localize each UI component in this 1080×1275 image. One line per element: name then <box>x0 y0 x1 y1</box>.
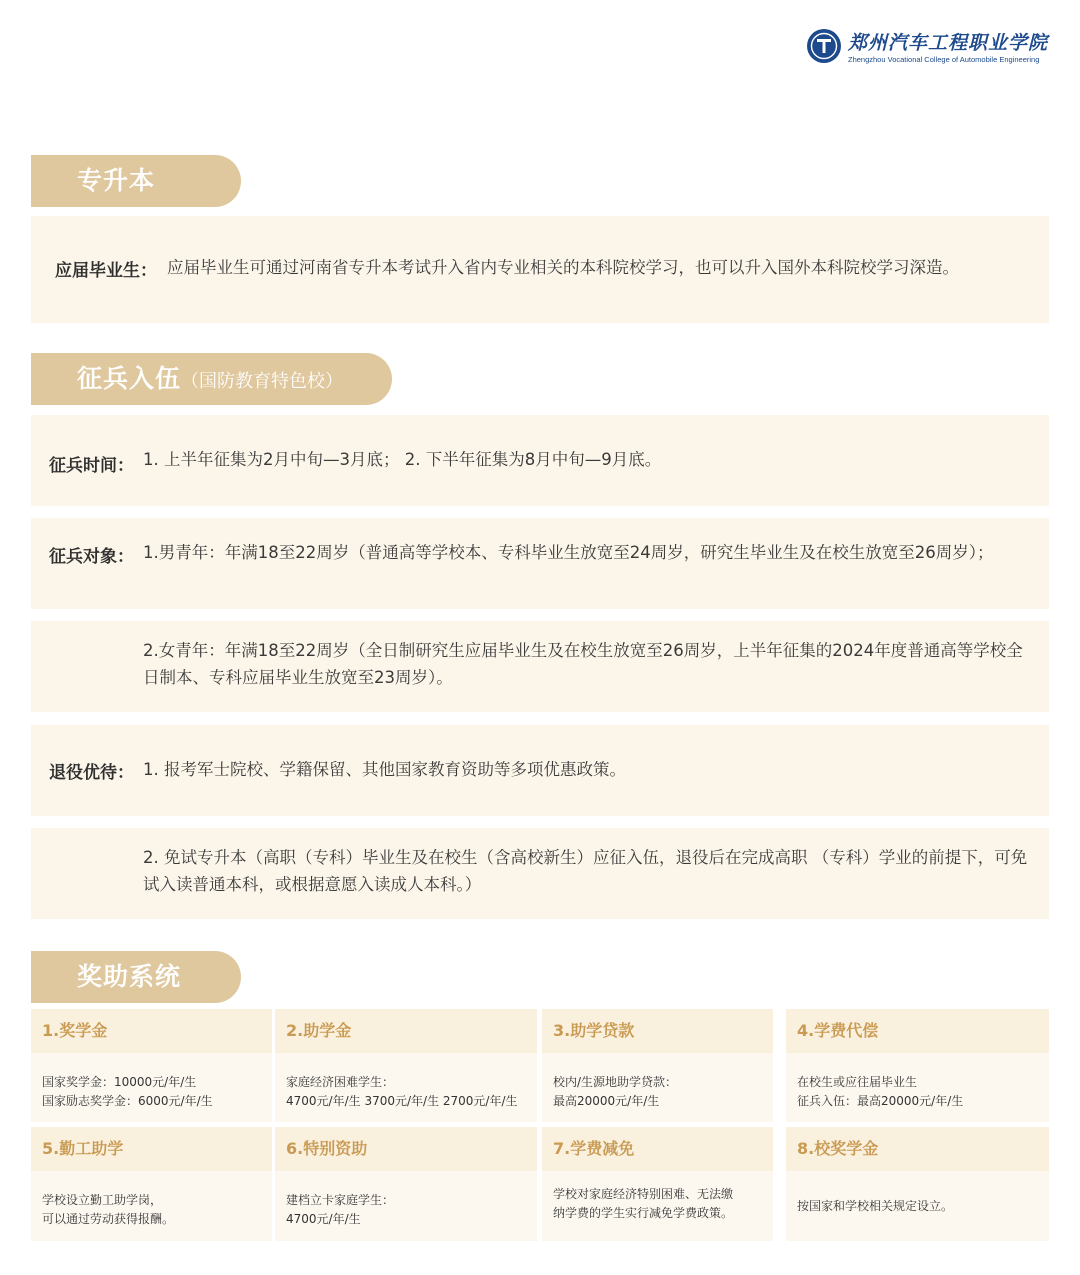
recruit-target-female: 2.女青年：年满18至22周岁（全日制研究生应届毕业生及在校生放宽至26周岁，上半年征集的2024年度普通高等学校全日制本、专科应届毕业生放宽至23周岁）。 <box>143 641 1023 687</box>
upgrade-panel <box>31 216 1049 323</box>
aid-card <box>31 1127 272 1241</box>
section-tab-military <box>31 353 392 405</box>
aid-card-title: 8.校奖学金 <box>786 1127 1049 1171</box>
aid-card-body <box>31 1171 272 1229</box>
recruit-target-label: 征兵对象： <box>49 547 134 567</box>
aid-card-line: 学校设立勤工助学岗， <box>42 1193 163 1207</box>
aid-card-title: 6.特别资助 <box>275 1127 537 1171</box>
aid-card-body <box>786 1053 1049 1111</box>
aid-card-line: 按国家和学校相关规定设立。 <box>797 1199 954 1213</box>
aid-card-line: 国家奖学金：10000元/年/生 <box>42 1075 197 1089</box>
aid-card-line: 最高20000元/年/生 <box>553 1094 660 1108</box>
aid-card-line: 可以通过劳动获得报酬。 <box>42 1212 175 1226</box>
aid-card-line: 在校生或应往届毕业生 <box>797 1075 918 1089</box>
section-title-military: 征兵入伍 <box>77 364 182 393</box>
recruit-time-label: 征兵时间： <box>49 456 134 476</box>
section-tab-upgrade <box>31 155 241 207</box>
college-logo <box>806 27 1056 69</box>
college-name-cn: 郑州汽车工程职业学院 <box>848 32 1049 54</box>
aid-card-line: 学校对家庭经济特别困难、无法缴 <box>553 1187 734 1201</box>
aid-card-body <box>275 1053 537 1111</box>
aid-card-title: 4.学费代偿 <box>786 1009 1049 1053</box>
recruit-time-text: 1. 上半年征集为2月中旬—3月底； 2. 下半年征集为8月中旬—9月底。 <box>143 450 662 469</box>
section-title-aid: 奖助系统 <box>77 962 182 991</box>
retire-benefit-2: 2. 免试专升本（高职（专科）毕业生及在校生（含高校新生）应征入伍，退役后在完成高职 （专科）学业的前提下，可免试入读普通本科，或根据意愿入读成人本科。） <box>143 848 1028 894</box>
aid-card <box>275 1009 537 1122</box>
retire-benefit-label: 退役优待： <box>49 763 134 783</box>
aid-card-line: 纳学费的学生实行减免学费政策。 <box>553 1206 734 1220</box>
recruit-time-panel <box>31 415 1049 506</box>
aid-card <box>542 1127 773 1241</box>
aid-card-body <box>275 1171 537 1229</box>
college-name-en: Zhengzhou Vocational College of Automobile Engineering <box>848 55 1040 64</box>
section-subtitle-military: （国防教育特色校） <box>181 371 344 392</box>
aid-card-title: 7.学费减免 <box>542 1127 773 1171</box>
aid-card-title: 1.奖学金 <box>31 1009 272 1053</box>
recruit-target-male: 1.男青年：年满18至22周岁（普通高等学校本、专科毕业生放宽至24周岁，研究生毕业生及在校生放宽至26周岁）； <box>143 543 994 562</box>
aid-card <box>31 1009 272 1122</box>
aid-card-title: 5.勤工助学 <box>31 1127 272 1171</box>
recruit-target-panel <box>31 518 1049 609</box>
aid-card-title: 2.助学金 <box>275 1009 537 1053</box>
graduates-label: 应届毕业生： <box>55 261 157 281</box>
aid-card-title: 3.助学贷款 <box>542 1009 773 1053</box>
retire-benefit-1: 1. 报考军士院校、学籍保留、其他国家教育资助等多项优惠政策。 <box>143 760 626 779</box>
aid-card-body <box>542 1053 773 1111</box>
aid-card-body <box>31 1053 272 1111</box>
aid-card <box>275 1127 537 1241</box>
retire-benefit-panel <box>31 725 1049 816</box>
aid-card-line: 校内/生源地助学贷款： <box>553 1075 678 1089</box>
section-title-upgrade: 专升本 <box>77 166 156 195</box>
aid-card-line: 4700元/年/生 3700元/年/生 2700元/年/生 <box>286 1094 518 1108</box>
aid-card-line: 国家励志奖学金：6000元/年/生 <box>42 1094 213 1108</box>
graduates-text: 应届毕业生可通过河南省专升本考试升入省内专业相关的本科院校学习，也可以升入国外本科院校学习深造。 <box>167 258 959 277</box>
aid-card-body <box>786 1171 1049 1216</box>
aid-card <box>786 1009 1049 1122</box>
recruit-target-female-panel <box>31 621 1049 712</box>
aid-card-body <box>542 1171 773 1223</box>
college-seal-icon <box>806 28 842 64</box>
retire-benefit-2-panel <box>31 828 1049 919</box>
aid-card-line: 家庭经济困难学生： <box>286 1075 395 1089</box>
aid-card-line: 4700元/年/生 <box>286 1212 361 1226</box>
aid-card <box>542 1009 773 1122</box>
section-tab-aid <box>31 951 241 1003</box>
aid-card-line: 征兵入伍：最高20000元/年/生 <box>797 1094 964 1108</box>
aid-card <box>786 1127 1049 1241</box>
aid-card-line: 建档立卡家庭学生： <box>286 1193 395 1207</box>
